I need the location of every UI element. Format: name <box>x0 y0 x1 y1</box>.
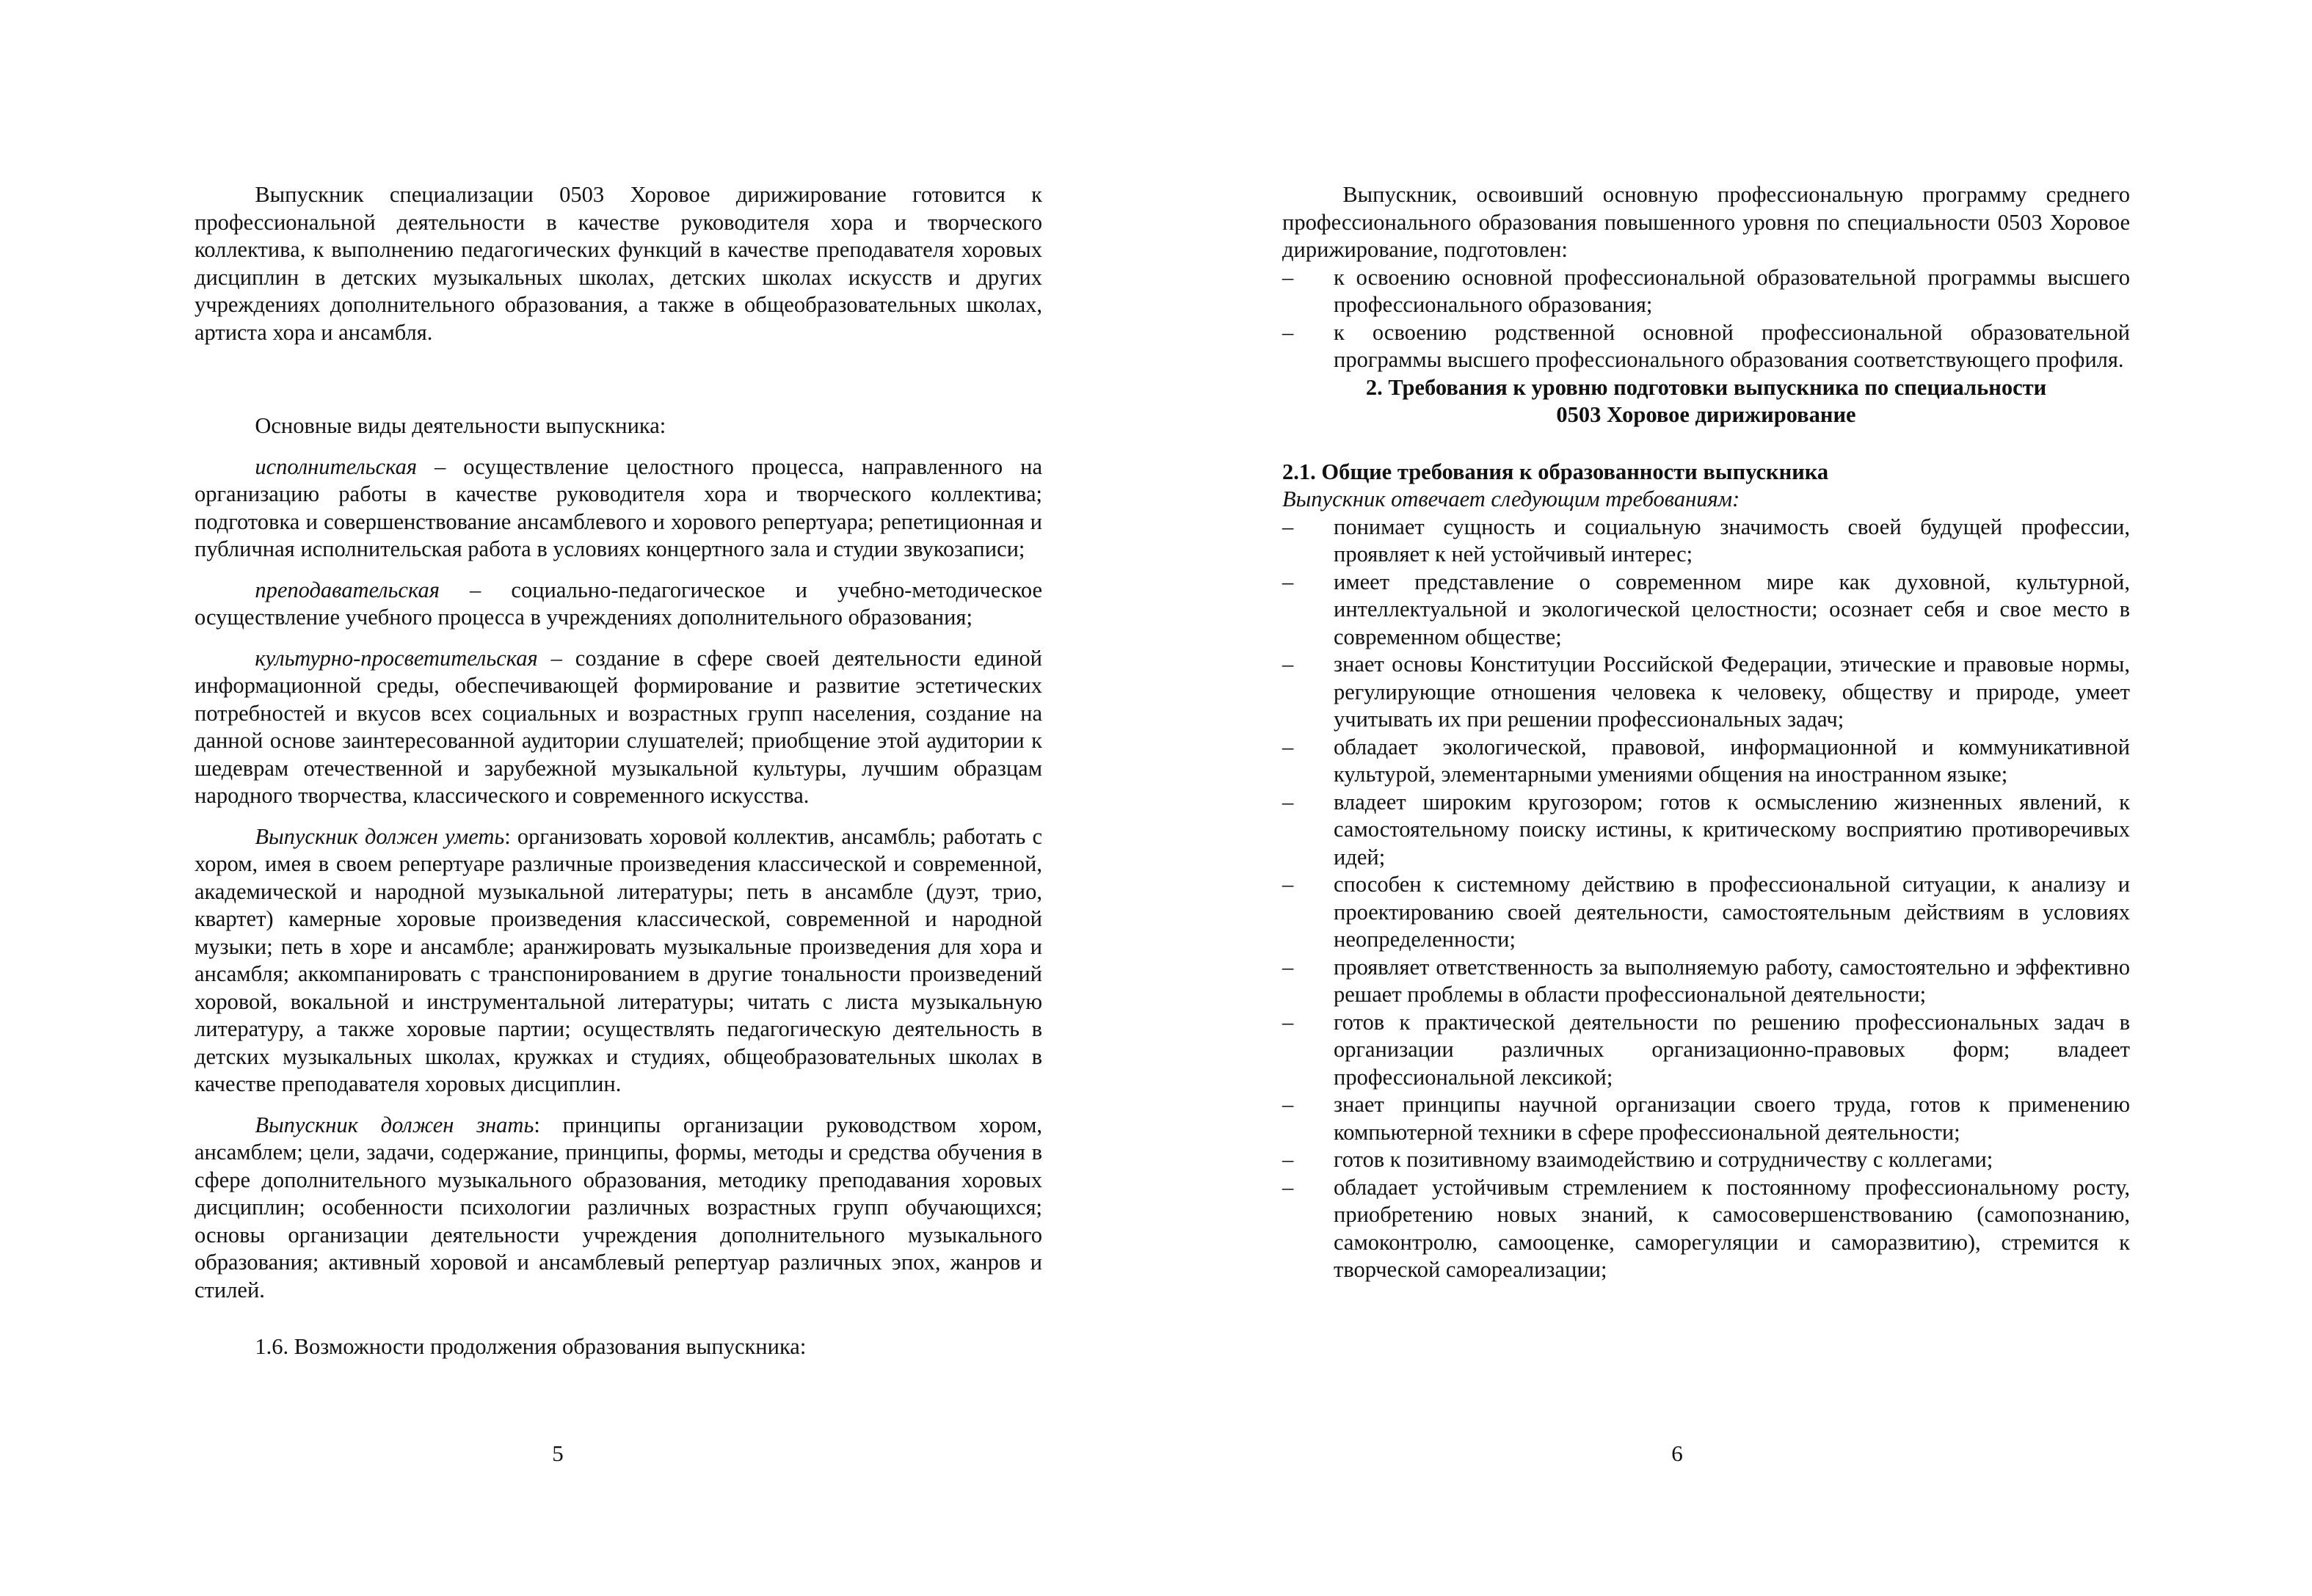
dash-marker: – <box>1282 1147 1294 1172</box>
dash-marker: – <box>1282 514 1294 539</box>
list-item: – к освоению основной профессиональной образовательной программы высшего профессионального образования; <box>1282 264 2130 317</box>
graduate-prepared-paragraph: Выпускник, освоивший основную профессиональную программу среднего профессионального образования повышенного уровня по специальности 0503 Хоровое дирижирование, подготовлен: <box>1282 182 2130 262</box>
page-right <box>1156 0 2312 1596</box>
right-column <box>1282 181 2130 1284</box>
skills-paragraph <box>195 823 1042 1098</box>
dash-marker: – <box>1282 954 1294 980</box>
dash-marker: – <box>1282 264 1294 290</box>
list-item: – знает основы Конституции Российской Федерации, этические и правовые нормы, регулирующие отношения человека к человеку, обществу и природе, умеет учитывать их при решении профессиональных задач; <box>1282 652 2130 732</box>
dash-marker: – <box>1282 734 1294 759</box>
dash-marker: – <box>1282 569 1294 594</box>
knowledge-paragraph <box>195 1112 1042 1305</box>
section-title: 2. Требования к уровню подготовки выпускника по специальности 0503 Хоровое дирижирование <box>1365 374 2047 427</box>
activity-performing-text: – осуществление целостного процесса, направленного на организацию работы в качестве руководителя хора и творческого коллектива; подготовка и совершенствование ансамблевого и хорового репертуара; репетиционная и публичная исполнительская работа в условиях концертного зала и студии звукозаписи; <box>195 453 1042 561</box>
left-column <box>195 181 1042 1361</box>
skills-term: Выпускник должен уметь <box>255 823 505 849</box>
preparation-list <box>1282 264 2130 374</box>
page-number: 5 <box>552 1440 564 1466</box>
activity-teaching-term: преподавательская <box>255 577 440 602</box>
list-item: – обладает устойчивым стремлением к постоянному профессиональному росту, приобретению новых знаний, к самосовершенствованию (самопознанию, самоконтролю, самооценке, саморегуляции и саморазвитию), стремится к творческой самореализации; <box>1282 1174 2130 1282</box>
dash-marker: – <box>1282 789 1294 815</box>
list-item: – готов к практической деятельности по решению профессиональных задач в организации различных организационно-правовых форм; владеет профессиональной лексикой; <box>1282 1009 2130 1090</box>
page-number: 6 <box>1671 1440 1683 1466</box>
list-item: – к освоению родственной основной профессиональной образовательной программы высшего профессионального образования соответствующего профиля. <box>1282 319 2130 372</box>
knowledge-text: : принципы организации руководством хором, ансамблем; цели, задачи, содержание, принципы, формы, методы и средства обучения в сфере дополнительного музыкального образования, методику преподавания хоровых дисциплин; особенности психологии различных возрастных групп обучающихся; основы организации деятельности учреждения дополнительного музыкального образования; активный хоровой и ансамблевый репертуар различных эпох, жанров и стилей. <box>195 1112 1042 1302</box>
dash-marker: – <box>1282 1009 1294 1035</box>
list-item: – владеет широким кругозором; готов к осмыслению жизненных явлений, к самостоятельному поиску истины, к критическому восприятию противоречивых идей; <box>1282 789 2130 870</box>
dash-marker: – <box>1282 1092 1294 1117</box>
continuation-heading: 1.6. Возможности продолжения образования выпускника: <box>255 1334 807 1359</box>
activity-performing-term: исполнительская <box>255 453 418 479</box>
activity-teaching-text: – социально-педагогическое и учебно-методическое осуществление учебного процесса в учреждениях дополнительного образования; <box>195 577 1042 630</box>
list-item: – имеет представление о современном мире как духовной, культурной, интеллектуальной и экологической целостности; осознает себя и свое место в современном обществе; <box>1282 569 2130 649</box>
dash-marker: – <box>1282 872 1294 897</box>
graduate-intro-paragraph: Выпускник специализации 0503 Хоровое дирижирование готовится к профессиональной деятельности в качестве руководителя хора и творческого коллектива, к выполнению педагогических функций в качестве преподавателя хоровых дисциплин в детских музыкальных школах, детских школах искусств и других учреждениях дополнительного образования, а также в общеобразовательных школах, артиста хора и ансамбля. <box>195 182 1042 345</box>
subsection-title: 2.1. Общие требования к образованности выпускника <box>1282 459 1829 484</box>
dash-marker: – <box>1282 1174 1294 1200</box>
requirements-list <box>1282 514 2130 1284</box>
list-item: – готов к позитивному взаимодействию и сотрудничеству с коллегами; <box>1282 1146 2130 1174</box>
activity-cultural-text: – создание в сфере своей деятельности единой информационной среды, обеспечивающей формирование и развитие эстетических потребностей и вкусов всех социальных и возрастных групп населения, создание на данной основе заинтересованной аудитории слушателей; приобщение этой аудитории к шедеврам отечественной и зарубежной музыкальной культуры, лучшим образцам народного творчества, классического и современного искусства. <box>195 645 1042 808</box>
activity-performing <box>195 453 1042 564</box>
activity-cultural-term: культурно-просветительская <box>255 645 538 671</box>
activity-teaching <box>195 577 1042 632</box>
list-item: – обладает экологической, правовой, информационной и коммуникативной культурой, элементарными умениями общения на иностранном языке; <box>1282 734 2130 787</box>
dash-marker: – <box>1282 652 1294 677</box>
requirements-intro: Выпускник отвечает следующим требованиям: <box>1282 487 1740 511</box>
list-item: – понимает сущность и социальную значимость своей будущей профессии, проявляет к ней устойчивый интерес; <box>1282 514 2130 566</box>
list-item: – способен к системному действию в профессиональной ситуации, к анализу и проектированию своей деятельности, самостоятельным действиям в условиях неопределенности; <box>1282 872 2130 952</box>
activity-cultural <box>195 645 1042 810</box>
skills-text: : организовать хоровой коллектив, ансамбль; работать с хором, имея в своем репертуаре различные произведения классической и современной, академической и народной музыкальной литературы; петь в ансамбле (дуэт, трио, квартет) камерные хоровые произведения классической, современной и народной музыки; петь в хоре и ансамбле; аранжировать музыкальные произведения для хора и ансамбля; аккомпанировать с транспонированием в другие тональности произведений хоровой, вокальной и инструментальной литературы; читать с листа музыкальную литературу, а также хоровые партии; осуществлять педагогическую деятельность в детских музыкальных школах, кружках и студиях, общеобразовательных школах в качестве преподавателя хоровых дисциплин. <box>195 823 1042 1096</box>
knowledge-term: Выпускник должен знать <box>255 1112 534 1137</box>
activities-title: Основные виды деятельности выпускника: <box>255 413 666 438</box>
dash-marker: – <box>1282 319 1294 345</box>
list-item: – знает принципы научной организации своего труда, готов к применению компьютерной техники в сфере профессиональной деятельности; <box>1282 1092 2130 1145</box>
list-item: – проявляет ответственность за выполняемую работу, самостоятельно и эффективно решает проблемы в области профессиональной деятельности; <box>1282 954 2130 1007</box>
